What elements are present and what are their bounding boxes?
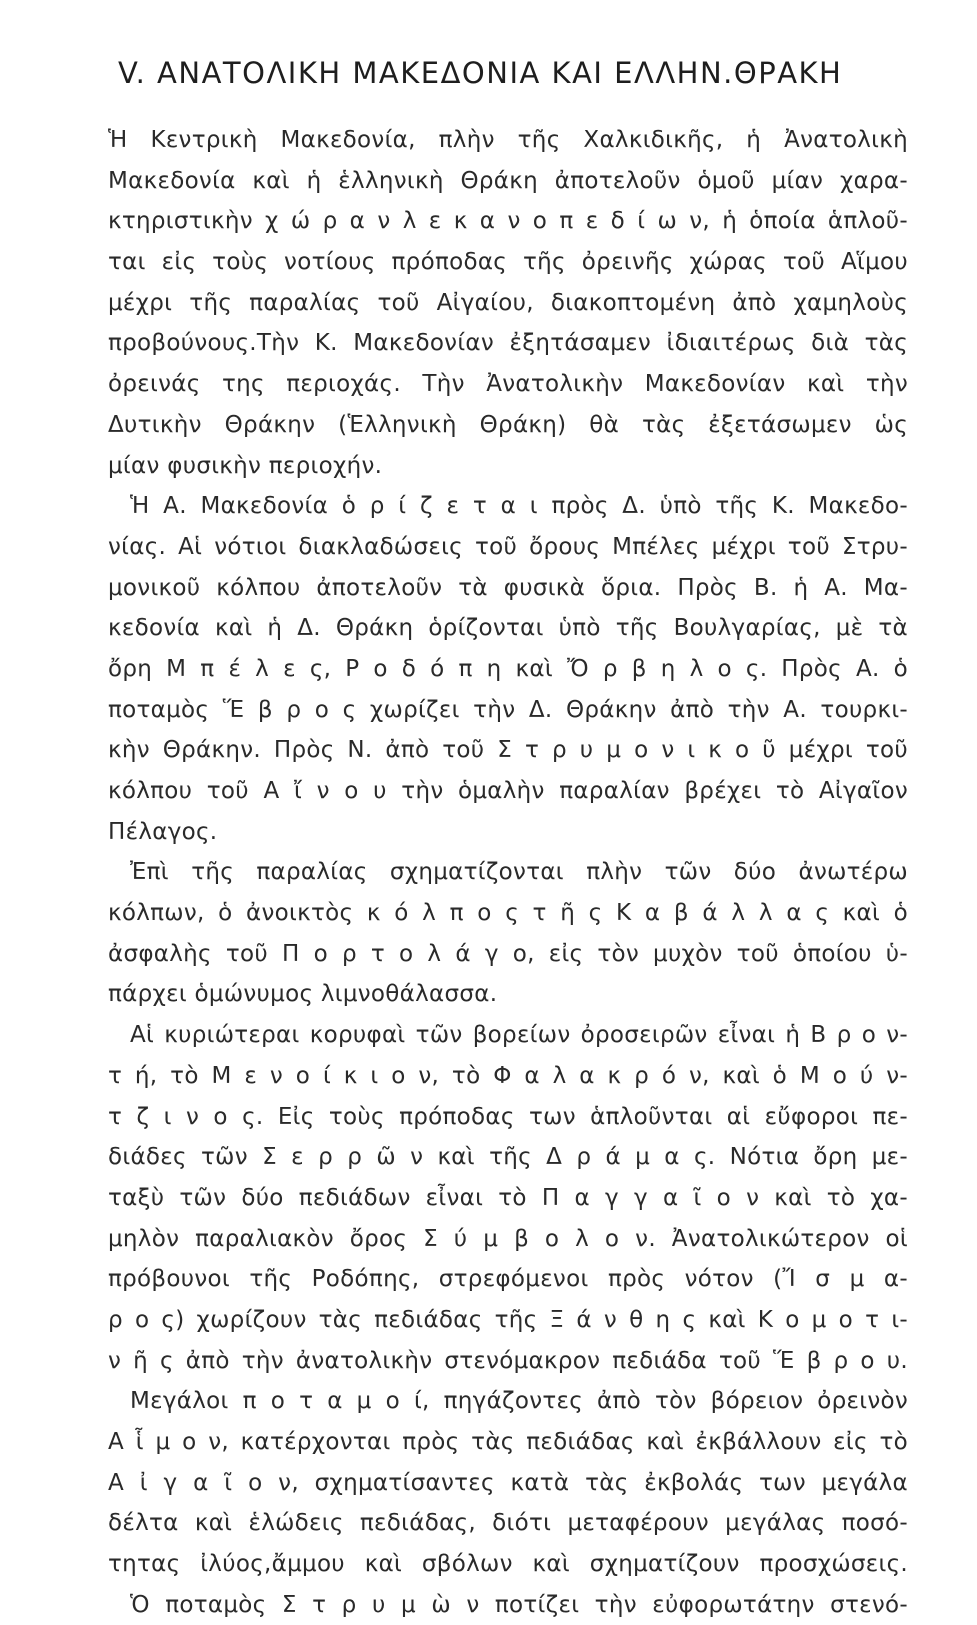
- text-line: Ἡ Κεντρικὴ Μακεδονία, πλὴν τῆς Χαλκιδικῆς, ἡ Ἀνατολικὴ: [108, 127, 908, 153]
- text-line: κεδονία καὶ ἡ Δ. Θράκη ὁρίζονται ὑπὸ τῆς Βουλγαρίας, μὲ τὰ: [108, 615, 908, 642]
- text-line: Δυτικὴν Θράκην (Ἑλληνικὴ Θράκη) θὰ τὰς ἐξετάσωμεν ὡς: [108, 411, 908, 438]
- text-line: Μεγάλοι π ο τ α μ ο ί, πηγάζοντες ἀπὸ τὸν βόρειον ὀρεινὸν: [130, 1388, 908, 1415]
- text-line: προβούνους.Τὴν Κ. Μακεδονίαν ἐξητάσαμεν ἰδιαιτέρως διὰ τὰς: [108, 330, 908, 357]
- text-line: ρ ο ς) χωρίζουν τὰς πεδιάδας τῆς Ξ ά ν θ η ς καὶ Κ ο μ ο τ ι-: [108, 1306, 908, 1333]
- text-line: πρόβουνοι τῆς Ροδόπης, στρεφόμενοι πρὸς νότον (Ἴ σ μ α-: [108, 1266, 908, 1293]
- text-line: κόλπου τοῦ Α ἴ ν ο υ τὴν ὁμαλὴν παραλίαν βρέχει τὸ Αἰγαῖον: [108, 778, 908, 804]
- text-line: τ ή, τὸ Μ ε ν ο ί κ ι ο ν, τὸ Φ α λ α κ ρ ό ν, καὶ ὁ Μ ο ύ ν-: [108, 1062, 908, 1089]
- text-line: μηλὸν παραλιακὸν ὄρος Σ ύ μ β ο λ ο ν. Ἀνατολικώτερον οἱ: [108, 1225, 908, 1252]
- body-text: [108, 120, 908, 1625]
- text-line: Α ἰ γ α ῖ ο ν, σχηματίσαντες κατὰ τὰς ἐκβολάς των μεγάλα: [108, 1469, 908, 1496]
- text-line: μίαν φυσικὴν περιοχήν.: [108, 452, 383, 479]
- text-line: διάδες τῶν Σ ε ρ ρ ῶ ν καὶ τῆς Δ ρ ά μ α ς. Νότια ὄρη με-: [108, 1144, 908, 1171]
- text-line: μέχρι τῆς παραλίας τοῦ Αἰγαίου, διακοπτομένη ἀπὸ χαμηλοὺς: [108, 289, 908, 316]
- text-line: ν ῆ ς ἀπὸ τὴν ἀνατολικὴν στενόμακρον πεδιάδα τοῦ Ἕ β ρ ο υ.: [108, 1347, 908, 1374]
- text-line: Ἡ Α. Μακεδονία ὁ ρ ί ζ ε τ α ι πρὸς Δ. ὑπὸ τῆς Κ. Μακεδο-: [130, 493, 908, 520]
- text-line: δέλτα καὶ ἑλώδεις πεδιάδας, διότι μεταφέρουν μεγάλας ποσό-: [108, 1510, 908, 1537]
- text-line: μονικοῦ κόλπου ἀποτελοῦν τὰ φυσικὰ ὅρια. Πρὸς Β. ἡ Α. Μα-: [108, 574, 908, 601]
- text-line: ἀσφαλὴς τοῦ Π ο ρ τ ο λ ά γ ο, εἰς τὸν μυχὸν τοῦ ὁποίου ὑ-: [108, 940, 908, 967]
- text-line: κόλπων, ὁ ἀνοικτὸς κ ό λ π ο ς τ ῆ ς Κ α β ά λ λ α ς καὶ ὁ: [108, 900, 908, 927]
- text-line: ταξὺ τῶν δύο πεδιάδων εἶναι τὸ Π α γ γ α ῖ ο ν καὶ τὸ χα-: [108, 1184, 908, 1211]
- text-line: ὄρη Μ π έ λ ε ς, Ρ ο δ ό π η καὶ Ὄ ρ β η λ ο ς. Πρὸς Α. ὁ: [108, 655, 908, 682]
- text-line: Ὁ ποταμὸς Σ τ ρ υ μ ὼ ν ποτίζει τὴν εὐφορωτάτην στενό-: [130, 1591, 908, 1618]
- text-line: νίας. Αἱ νότιοι διακλαδώσεις τοῦ ὄρους Μπέλες μέχρι τοῦ Στρυ-: [108, 533, 908, 560]
- text-line: Μακεδονία καὶ ἡ ἑλληνικὴ Θράκη ἀποτελοῦν ὁμοῦ μίαν χαρα-: [108, 167, 908, 194]
- text-line: πάρχει ὁμώνυμος λιμνοθάλασσα.: [108, 981, 498, 1008]
- text-line: Α ἷ μ ο ν, κατέρχονται πρὸς τὰς πεδιάδας καὶ ἐκβάλλουν εἰς τὸ: [108, 1429, 908, 1455]
- text-line: τητας ἰλύος,ἄμμου καὶ σβόλων καὶ σχηματίζουν προσχώσεις.: [108, 1551, 908, 1578]
- text-line: ὀρεινάς της περιοχάς. Τὴν Ἀνατολικὴν Μακεδονίαν καὶ τὴν: [108, 371, 908, 398]
- text-line: Αἱ κυριώτεραι κορυφαὶ τῶν βορείων ὀροσειρῶν εἶναι ἡ Β ρ ο ν-: [130, 1022, 908, 1049]
- text-line: ται εἰς τοὺς νοτίους πρόποδας τῆς ὀρεινῆς χώρας τοῦ Αἵμου: [108, 249, 908, 276]
- text-line: κτηριστικὴν χ ώ ρ α ν λ ε κ α ν ο π ε δ ί ω ν, ἡ ὁποία ἁπλοῦ-: [108, 208, 908, 235]
- text-line: Πέλαγος.: [108, 818, 218, 845]
- text-line: κὴν Θράκην. Πρὸς Ν. ἀπὸ τοῦ Σ τ ρ υ μ ο ν ι κ ο ῦ μέχρι τοῦ: [108, 737, 908, 764]
- text-line: τ ζ ι ν ο ς. Εἰς τοὺς πρόποδας των ἁπλοῦνται αἱ εὔφοροι πε-: [108, 1103, 908, 1130]
- text-line: Ἐπὶ τῆς παραλίας σχηματίζονται πλὴν τῶν δύο ἀνωτέρω: [130, 859, 908, 886]
- chapter-heading: V. ΑΝΑΤΟΛΙΚΗ ΜΑΚΕΔΟΝΙΑ ΚΑΙ ΕΛΛΗΝ.ΘΡΑΚΗ: [118, 56, 843, 90]
- text-line: ποταμὸς Ἕ β ρ ο ς χωρίζει τὴν Δ. Θράκην ἀπὸ τὴν Α. τουρκι-: [108, 696, 908, 723]
